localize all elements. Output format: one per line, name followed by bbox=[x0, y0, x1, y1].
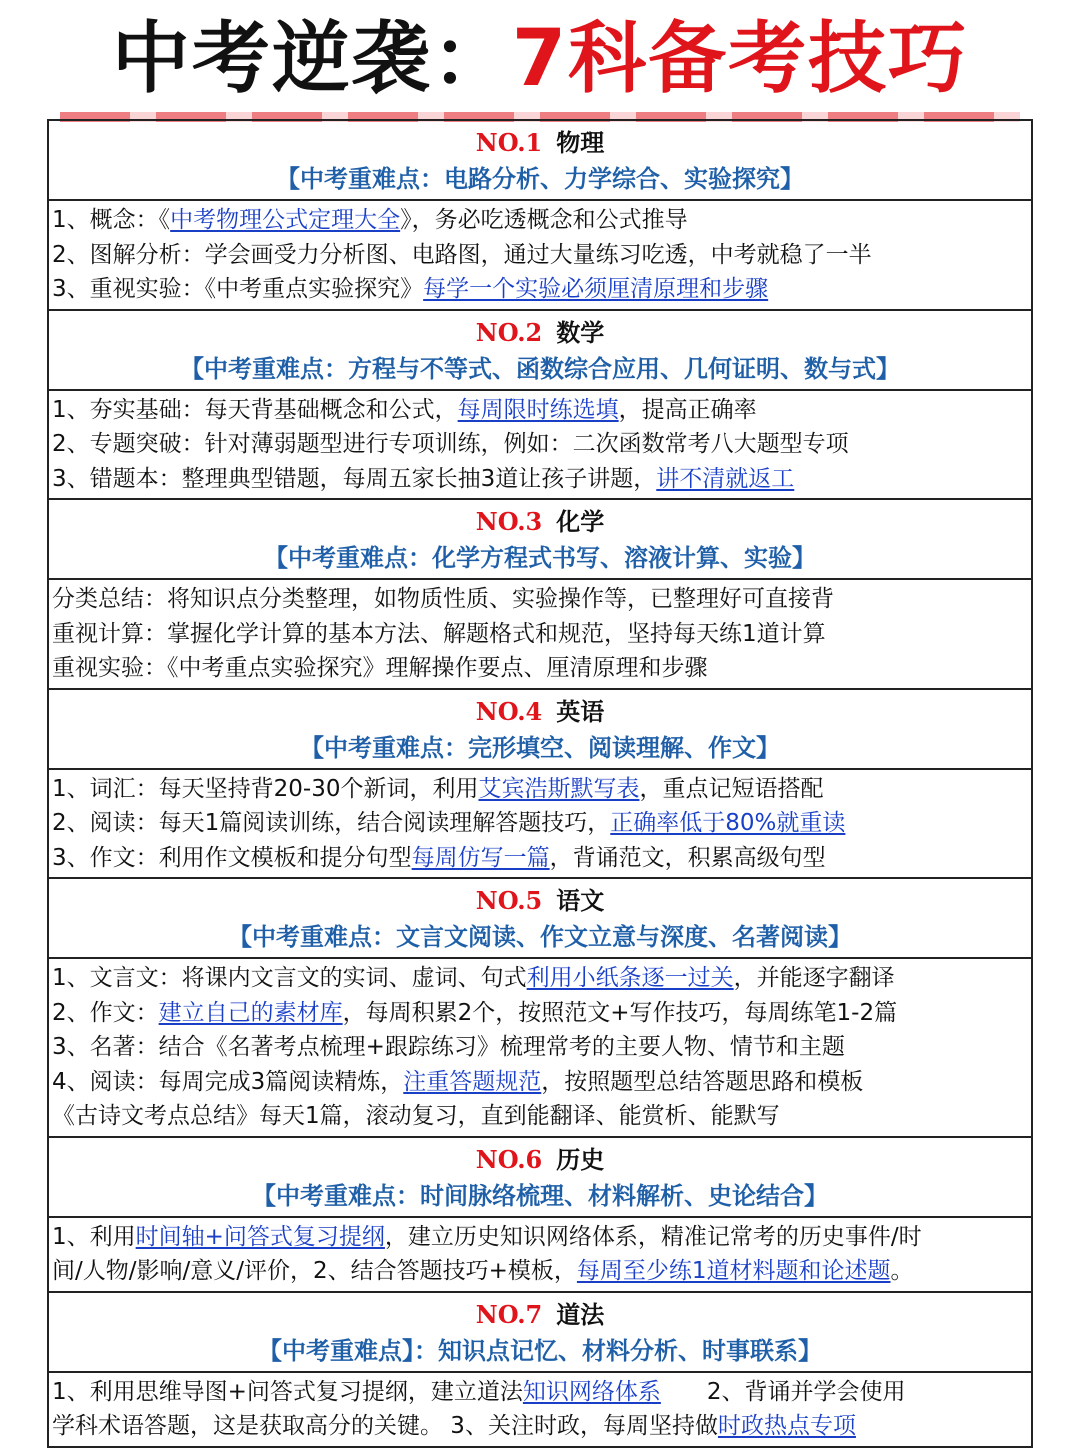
tip-line bbox=[52, 1030, 1031, 1065]
tip-text: 重视实验：《中考重点实验探究》理解操作要点、厘清原理和步骤 bbox=[52, 655, 708, 681]
tip-link[interactable]: 建立自己的素材库 bbox=[158, 999, 343, 1026]
tip-link[interactable]: 每周限时练选填 bbox=[457, 396, 619, 423]
key-points: 【中考重难点：电路分析、力学综合、实验探究】 bbox=[276, 165, 804, 193]
subjects-table bbox=[47, 119, 1033, 1448]
section-number: NO.5 bbox=[475, 886, 543, 915]
section-number: NO.4 bbox=[475, 696, 543, 726]
tip-text: ，背诵范文，积累高级句型 bbox=[549, 844, 826, 871]
section-title bbox=[49, 315, 1031, 351]
tip-link[interactable]: 知识网络体系 bbox=[522, 1378, 661, 1405]
tip-text: 1、夯实基础：每天背基础概念和公式， bbox=[52, 396, 458, 423]
tip-text: 2、背诵并学会使用 bbox=[660, 1378, 906, 1405]
tip-line bbox=[52, 1220, 1031, 1255]
tip-link[interactable]: 时间轴+问答式复习提纲 bbox=[135, 1223, 385, 1250]
tip-line bbox=[52, 1254, 1031, 1289]
section-body bbox=[49, 201, 1031, 309]
section-title bbox=[49, 694, 1031, 730]
tip-line bbox=[52, 961, 1031, 996]
tip-text: 3、重视实验：《中考重点实验探究》 bbox=[52, 276, 424, 302]
tip-link[interactable]: 每周仿写一篇 bbox=[411, 844, 550, 871]
section-title bbox=[49, 883, 1031, 919]
tip-line bbox=[52, 427, 1031, 462]
title-black: 中考逆袭： bbox=[111, 14, 512, 104]
tip-text: 《古诗文考点总结》每天1篇，滚动复习，直到能翻译、能赏析、能默写 bbox=[52, 1103, 780, 1129]
section-header bbox=[49, 311, 1031, 391]
section-4 bbox=[49, 690, 1031, 880]
section-number: NO.6 bbox=[475, 1144, 543, 1174]
page-title bbox=[0, 14, 1080, 104]
section-title bbox=[49, 1142, 1031, 1178]
tip-text: 4、阅读：每周完成3篇阅读精炼， bbox=[52, 1068, 404, 1095]
section-subject: 语文 bbox=[556, 887, 605, 915]
tip-text: 3、作文：利用作文模板和提分句型 bbox=[52, 844, 412, 871]
section-subject: 历史 bbox=[556, 1145, 605, 1174]
section-subject: 物理 bbox=[556, 129, 605, 157]
section-5 bbox=[49, 879, 1031, 1138]
section-subject: 道法 bbox=[556, 1300, 605, 1329]
section-body bbox=[49, 580, 1031, 688]
tip-text: 3、错题本：整理典型错题，每周五家长抽3道让孩子讲题， bbox=[52, 465, 657, 492]
tip-text: ，按照题型总结答题思路和模板 bbox=[541, 1068, 864, 1095]
tip-line bbox=[52, 841, 1031, 876]
tip-link[interactable]: 时政热点专项 bbox=[717, 1413, 856, 1439]
tip-line bbox=[52, 272, 1031, 307]
tip-text: ，建立历史知识网络体系，精准记常考的历史事件/时 bbox=[384, 1223, 922, 1250]
section-body bbox=[49, 1218, 1031, 1291]
section-body bbox=[49, 1373, 1031, 1446]
title-red: 7科备考技巧 bbox=[511, 14, 969, 104]
tip-line bbox=[52, 996, 1031, 1031]
tip-line bbox=[52, 772, 1031, 807]
tip-text: 1、利用思维导图+问答式复习提纲，建立道法 bbox=[52, 1378, 523, 1405]
tip-text: 2、阅读：每天1篇阅读训练，结合阅读理解答题技巧， bbox=[52, 810, 611, 836]
section-body bbox=[49, 770, 1031, 878]
section-body bbox=[49, 959, 1031, 1136]
tip-text: ，每周积累2个，按照范文+写作技巧，每周练笔1-2篇 bbox=[342, 999, 898, 1026]
tip-text: 1、概念：《 bbox=[52, 207, 171, 233]
section-header bbox=[49, 879, 1031, 959]
key-points: 【中考重难点：文言文阅读、作文立意与深度、名著阅读】 bbox=[228, 923, 852, 951]
tip-text: 。 bbox=[890, 1258, 914, 1284]
section-header bbox=[49, 121, 1031, 201]
tip-line bbox=[52, 203, 1031, 238]
section-title bbox=[49, 504, 1031, 540]
tip-link[interactable]: 讲不清就返工 bbox=[656, 465, 795, 492]
tip-text: 1、词汇：每天坚持背20-30个新词，利用 bbox=[52, 775, 479, 802]
tip-text: 2、图解分析：学会画受力分析图、电路图，通过大量练习吃透，中考就稳了一半 bbox=[52, 241, 872, 268]
tip-line bbox=[52, 1375, 1031, 1410]
tip-text: ，提高正确率 bbox=[618, 396, 757, 423]
section-subject: 化学 bbox=[556, 508, 605, 536]
tip-line bbox=[52, 582, 1031, 617]
section-header bbox=[49, 500, 1031, 580]
tip-link[interactable]: 注重答题规范 bbox=[403, 1068, 542, 1095]
tip-link[interactable]: 利用小纸条逐一过关 bbox=[526, 965, 734, 991]
tip-text: 重视计算：掌握化学计算的基本方法、解题格式和规范，坚持每天练1道计算 bbox=[52, 620, 826, 647]
section-header bbox=[49, 690, 1031, 770]
tip-line bbox=[52, 1099, 1031, 1134]
tip-line bbox=[52, 651, 1031, 686]
tip-line bbox=[52, 1065, 1031, 1100]
key-points: 【中考重难点】：知识点记忆、材料分析、时事联系】 bbox=[258, 1336, 822, 1365]
section-body bbox=[49, 391, 1031, 499]
key-points: 【中考重难点：完形填空、阅读理解、作文】 bbox=[300, 733, 780, 762]
key-points: 【中考重难点：化学方程式书写、溶液计算、实验】 bbox=[264, 544, 816, 572]
tip-link[interactable]: 中考物理公式定理大全 bbox=[170, 207, 401, 233]
tip-text: 3、名著：结合《名著考点梳理+跟踪练习》梳理常考的主要人物、情节和主题 bbox=[52, 1034, 845, 1060]
tip-text: 2、专题突破：针对薄弱题型进行专项训练，例如：二次函数常考八大题型专项 bbox=[52, 431, 849, 457]
section-3 bbox=[49, 500, 1031, 690]
tip-text: 分类总结：将知识点分类整理，如物质性质、实验操作等，已整理好可直接背 bbox=[52, 586, 834, 612]
section-header bbox=[49, 1293, 1031, 1373]
tip-link[interactable]: 艾宾浩斯默写表 bbox=[478, 775, 640, 802]
section-6 bbox=[49, 1138, 1031, 1293]
section-number: NO.1 bbox=[475, 128, 543, 157]
tip-text: ，重点记短语搭配 bbox=[639, 775, 824, 802]
section-header bbox=[49, 1138, 1031, 1218]
tip-line bbox=[52, 1409, 1031, 1444]
key-points: 【中考重难点：方程与不等式、函数综合应用、几何证明、数与式】 bbox=[180, 354, 900, 383]
tip-link[interactable]: 每学一个实验必须厘清原理和步骤 bbox=[423, 276, 769, 302]
section-title bbox=[49, 1297, 1031, 1333]
tip-text: 1、文言文：将课内文言文的实词、虚词、句式 bbox=[52, 965, 527, 991]
tip-text: 2、作文： bbox=[52, 999, 159, 1026]
tip-text: 》，务必吃透概念和公式推导 bbox=[400, 207, 688, 233]
tip-line bbox=[52, 238, 1031, 273]
tip-line bbox=[52, 462, 1031, 497]
section-subject: 数学 bbox=[556, 318, 605, 347]
section-1 bbox=[49, 121, 1031, 311]
section-2 bbox=[49, 311, 1031, 501]
section-number: NO.2 bbox=[475, 317, 543, 347]
section-subject: 英语 bbox=[556, 697, 605, 726]
tip-text: 间/人物/影响/意义/评价，2、结合答题技巧+模板， bbox=[52, 1258, 577, 1284]
section-title bbox=[49, 125, 1031, 161]
tip-link[interactable]: 每周至少练1道材料题和论述题 bbox=[576, 1258, 891, 1284]
tip-line bbox=[52, 806, 1031, 841]
tip-text: 学科术语答题，这是获取高分的关键。 3、关注时政，每周坚持做 bbox=[52, 1413, 718, 1439]
section-number: NO.7 bbox=[475, 1299, 543, 1329]
key-points: 【中考重难点：时间脉络梳理、材料解析、史论结合】 bbox=[252, 1181, 828, 1210]
section-7 bbox=[49, 1293, 1031, 1446]
tip-text: 1、利用 bbox=[52, 1223, 136, 1250]
section-number: NO.3 bbox=[475, 507, 543, 536]
tip-link[interactable]: 正确率低于80%就重读 bbox=[610, 810, 846, 836]
tip-line bbox=[52, 393, 1031, 428]
tip-line bbox=[52, 617, 1031, 652]
tip-text: ，并能逐字翻译 bbox=[733, 965, 895, 991]
